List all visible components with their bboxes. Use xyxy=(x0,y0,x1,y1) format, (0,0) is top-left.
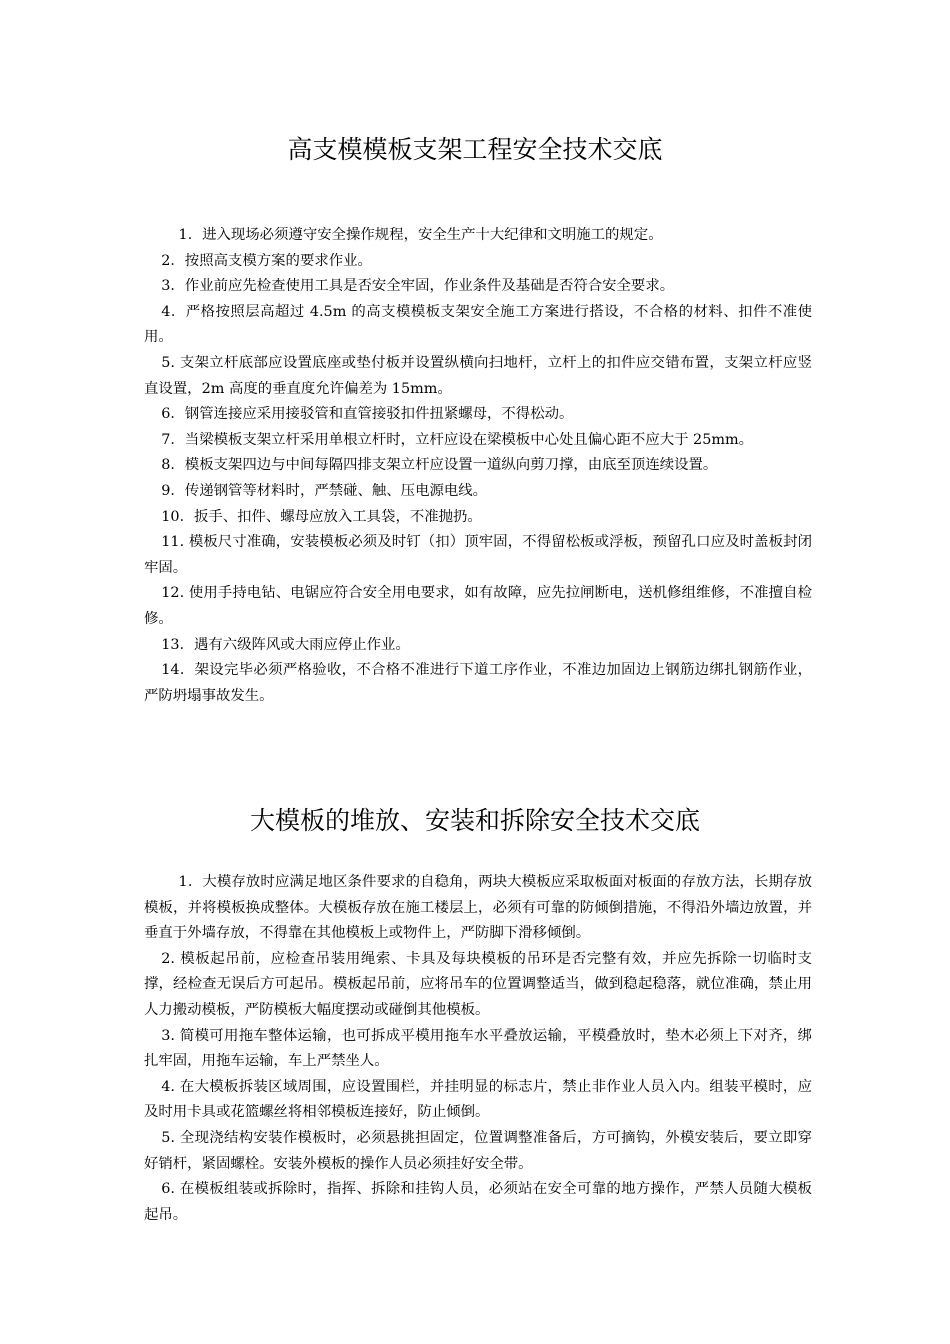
section2-body xyxy=(144,870,812,1228)
section2-item: 1．大模存放时应满足地区条件要求的自稳角，两块大模板应采取板面对板面的存放方法，长期存放模板，并将模板换成整体。大模板存放在施工楼层上，必须有可靠的防倾倒措施，不得沿外墙边放置，并垂直于外墙存放，不得靠在其他模板上或物件上，严防脚下滑移倾倒。 xyxy=(144,874,812,942)
section1-item: 3．作业前应先检查使用工具是否安全牢固，作业条件及基础是否符合安全要求。 xyxy=(161,278,675,295)
section1-item: 8．模板支架四边与中间每隔四排支架立杆应设置一道纵向剪刀撑，由底至顶连续设置。 xyxy=(161,457,718,474)
section1-item: 12. 使用手持电钻、电锯应符合安全用电要求，如有故障，应先拉闸断电，送机修组维修，不准擅自检修。 xyxy=(144,585,812,627)
section1-item: 4．严格按照层高超过 4.5m 的高支模模板支架安全施工方案进行搭设，不合格的材料、扣件不准使用。 xyxy=(144,303,812,346)
section1-item: 9．传递钢管等材料时，严禁碰、触、压电源电线。 xyxy=(161,482,488,499)
section1-title: 高支模模板支架工程安全技术交底 xyxy=(287,135,663,164)
section2-item: 6. 在模板组装或拆除时，指挥、拆除和挂钩人员，必须站在安全可靠的地方操作，严禁人员随大模板起吊。 xyxy=(144,1181,812,1223)
section1-item: 10．扳手、扣件、螺母应放入工具袋，不准抛扔。 xyxy=(161,508,482,525)
section1-item: 13．遇有六级阵风或大雨应停止作业。 xyxy=(161,636,410,653)
section1-item: 2．按照高支模方案的要求作业。 xyxy=(161,252,372,269)
section1-item: 14．架设完毕必须严格验收，不合格不准进行下道工序作业，不准边加固边上钢筋边绑扎钢筋作业，严防坍塌事故发生。 xyxy=(144,662,812,704)
section1-item: 7．当梁模板支架立杆采用单根立杆时，立杆应设在梁模板中心处且偏心距不应大于 25mm。 xyxy=(161,431,754,448)
section2-title: 大模板的堆放、安装和拆除安全技术交底 xyxy=(249,806,700,835)
section1-item: 5. 支架立杆底部应设置底座或垫付板并设置纵横向扫地杆，立杆上的扣件应交错布置，支架立杆应竖直设置，2m 高度的垂直度允许偏差为 15mm。 xyxy=(144,354,812,397)
section2-item: 5. 全现浇结构安装作模板时，必须悬挑担固定，位置调整准备后，方可摘钩，外模安装后，要立即穿好销杆，紧固螺栓。安装外模板的操作人员必须挂好安全带。 xyxy=(144,1129,812,1172)
section2-item: 4. 在大模板拆装区域周围，应设置围栏，并挂明显的标志片，禁止非作业人员入内。组装平模时，应及时用卡具或花篮螺丝将相邻模板连接好，防止倾倒。 xyxy=(144,1078,812,1121)
section1-body xyxy=(144,223,812,709)
section1-item: 1．进入现场必须遵守安全操作规程，安全生产十大纪律和文明施工的规定。 xyxy=(178,227,663,243)
section1-item: 6．钢管连接应采用接驳管和直管接驳扣件扭紧螺母，不得松动。 xyxy=(161,406,574,423)
section2-item: 3. 简模可用拖车整体运输，也可拆成平模用拖车水平叠放运输，平模叠放时，垫木必须上下对齐，绑扎牢固，用拖车运输，车上严禁坐人。 xyxy=(144,1027,812,1070)
section2-item: 2. 模板起吊前，应检查吊装用绳索、卡具及每块模板的吊环是否完整有效，并应先拆除一切临时支撑，经检查无误后方可起吊。模板起吊前，应将吊车的位置调整适当，做到稳起稳落，就位准确，禁止用人力搬动模板，严防模板大幅度摆动或碰倒其他模板。 xyxy=(144,950,812,1018)
section1-item: 11. 模板尺寸准确，安装模板必须及时钉（扣）顶牢固，不得留松板或浮板，预留孔口应及时盖板封闭牢固。 xyxy=(144,534,812,576)
